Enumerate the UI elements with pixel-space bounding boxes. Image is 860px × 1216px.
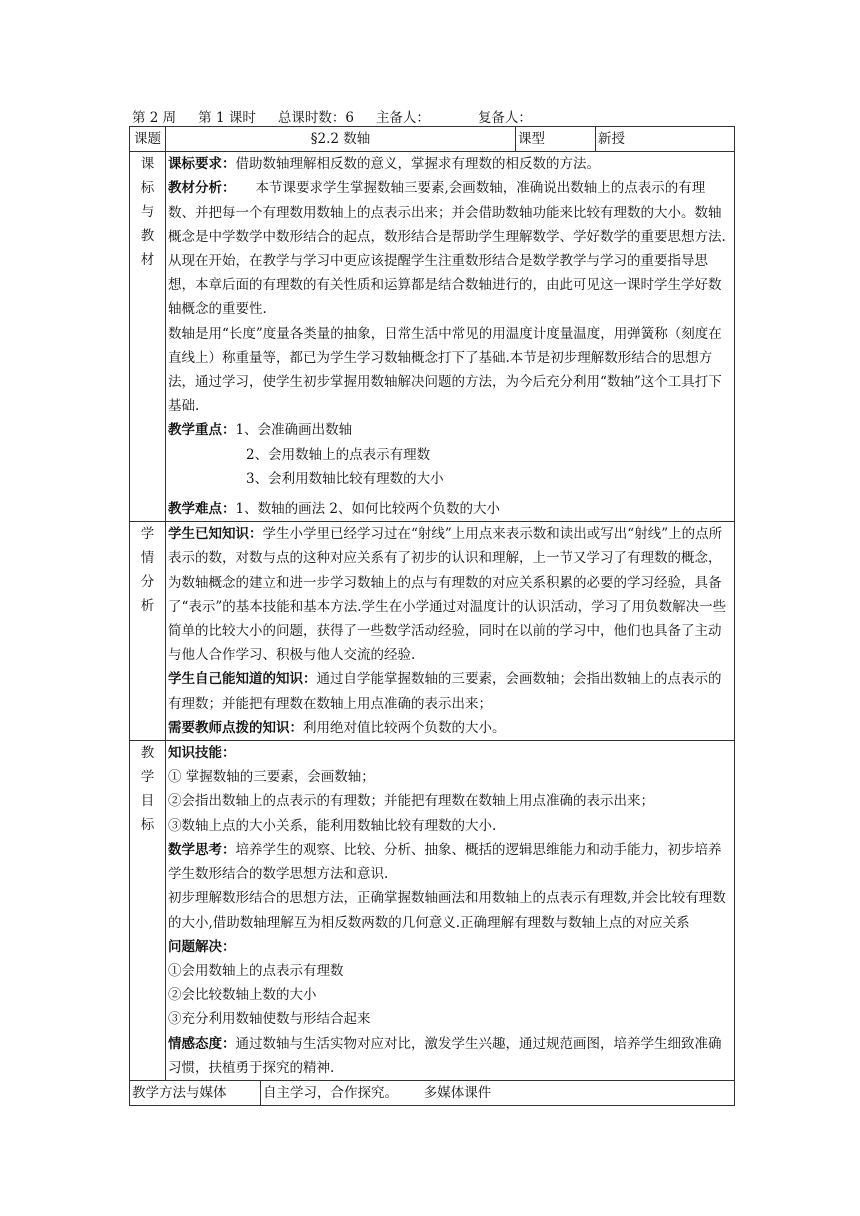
header-total: 总课时数：6 — [277, 110, 354, 126]
skill-title: 知识技能： — [168, 745, 236, 762]
method-value: 自主学习，合作探究。 多媒体课件 — [261, 1080, 735, 1105]
section-curriculum — [130, 152, 735, 522]
requirement-para: 课标要求：借助数轴理解相反数的意义，掌握求有理数的相反数的方法。 — [168, 156, 600, 173]
key-point-3: 3、会利用数轴比较有理数的大小 — [246, 470, 444, 487]
analysis-para: 教材分析： 本节课要求学生掌握数轴三要素,会画数轴，准确说出数轴上的点表示的有理数、并把每一个有理数用数轴上的点表示出来；并会借助数轴功能来比较有理数的大小。数轴概念是中学数学中数形结合的起点，数形结合是帮助学生理解数学、学好数学的重要思想方法.从现在开始，在教学与学习中更应该提醒学生注重数形结合是数学教学与学习的重要指导思想，本章后面的有理数的有关性质和运算都是结合数轴进行的，由此可见这一课时学生学好数轴概念的重要性. — [168, 180, 726, 318]
skill-item-3: ③数轴上点的大小关系，能利用数轴比较有理数的大小. — [168, 817, 497, 834]
lesson-plan-table — [129, 126, 735, 1106]
solve-item-2: ②会比较数轴上数的大小 — [168, 987, 317, 1004]
thinking-para: 数学思考：培养学生的观察、比较、分析、抽象、概括的逻辑思维能力和动手能力，初步培养学生数形结合的数学思想方法和意识. — [168, 841, 722, 883]
section-objectives — [130, 741, 735, 1081]
header-line — [132, 106, 554, 126]
thinking-para-2: 初步理解数形结合的思想方法，正确掌握数轴画法和用数轴上的点表示有理数,并会比较有理数的大小,借助数轴理解互为相反数两数的几何意义.正确理解有理数与数轴上点的对应关系 — [168, 890, 726, 931]
section-student-analysis — [130, 522, 735, 741]
solve-item-3: ③充分利用数轴使数与形结合起来 — [168, 1011, 371, 1028]
topic-label: 课题 — [130, 127, 166, 152]
key-point-2: 2、会用数轴上的点表示有理数 — [246, 446, 431, 463]
topic-value: §2.2 数轴 — [166, 127, 516, 152]
skill-item-1: ① 掌握数轴的三要素，会画数轴； — [168, 769, 375, 786]
section-student-content — [166, 522, 735, 741]
header-lead: 主备人： — [375, 110, 430, 126]
type-value: 新授 — [596, 127, 735, 152]
type-label: 课型 — [516, 127, 596, 152]
self-knowledge-para: 学生自己能知道的知识：通过自学能掌握数轴的三要素，会画数轴；会指出数轴上的点表示的有理数；并能把有理数在数轴上用点准确的表示出来； — [168, 671, 722, 712]
emotion-para: 情感态度：通过数轴与生活实物对应对比，激发学生兴趣，通过规范画图，培养学生细致准确习惯，扶植勇于探究的精神. — [168, 1035, 722, 1076]
title-row — [130, 127, 735, 152]
skill-item-2: ②会指出数轴上的点表示的有理数；并能把有理数在数轴上用点准确的表示出来； — [168, 793, 654, 810]
difficulty-para: 教学难点：1、数轴的画法 2、如何比较两个负数的大小 — [168, 501, 500, 518]
solve-item-1: ①会用数轴上的点表示有理数 — [168, 962, 344, 979]
header-lesson: 第 1 课时 — [198, 110, 256, 126]
method-label: 教学方法与媒体 — [130, 1080, 261, 1105]
header-review: 复备人： — [477, 110, 532, 126]
numberline-para: 数轴是用“长度”度量各类量的抽象，日常生活中常见的用温度计度量温度，用弹簧称（刻度在直线上）称重量等，都已为学生学习数轴概念打下了基础.本节是初步理解数形结合的思想方法，通过学习，使学生初步掌握用数轴解决问题的方法，为今后充分利用“数轴”这个工具打下基础. — [168, 325, 722, 415]
section-curriculum-content — [166, 152, 735, 522]
section-objectives-label: 教 学 目 标 — [130, 741, 166, 1081]
header-week: 第 2 周 — [132, 110, 177, 126]
teacher-knowledge-para: 需要教师点拨的知识：利用绝对值比较两个负数的大小。 — [168, 719, 506, 736]
section-curriculum-label: 课 标 与 教 材 — [130, 152, 166, 522]
section-objectives-content — [166, 741, 735, 1081]
section-student-label: 学 情 分 析 — [130, 522, 166, 741]
method-row — [130, 1080, 735, 1105]
key-point-1: 教学重点：1、会准确画出数轴 — [168, 422, 353, 439]
known-knowledge-para: 学生已知知识：学生小学里已经学习过在“射线”上用点来表示数和读出或写出“射线”上的点所表示的数，对数与点的这种对应关系有了初步的认识和理解，上一节又学习了有理数的概念，为数轴概念的建立和进一步学习数轴上的点与有理数的对应关系积累的必要的学习经验，具备了“表示”的基本技能和基本方法.学生在小学通过对温度计的认识活动，学习了用负数解决一些简单的比较大小的问题，获得了一些数学活动经验，同时在以前的学习中，他们也具备了主动与他人合作学习、积极与他人交流的经验. — [168, 526, 727, 664]
solve-title: 问题解决： — [168, 938, 236, 955]
